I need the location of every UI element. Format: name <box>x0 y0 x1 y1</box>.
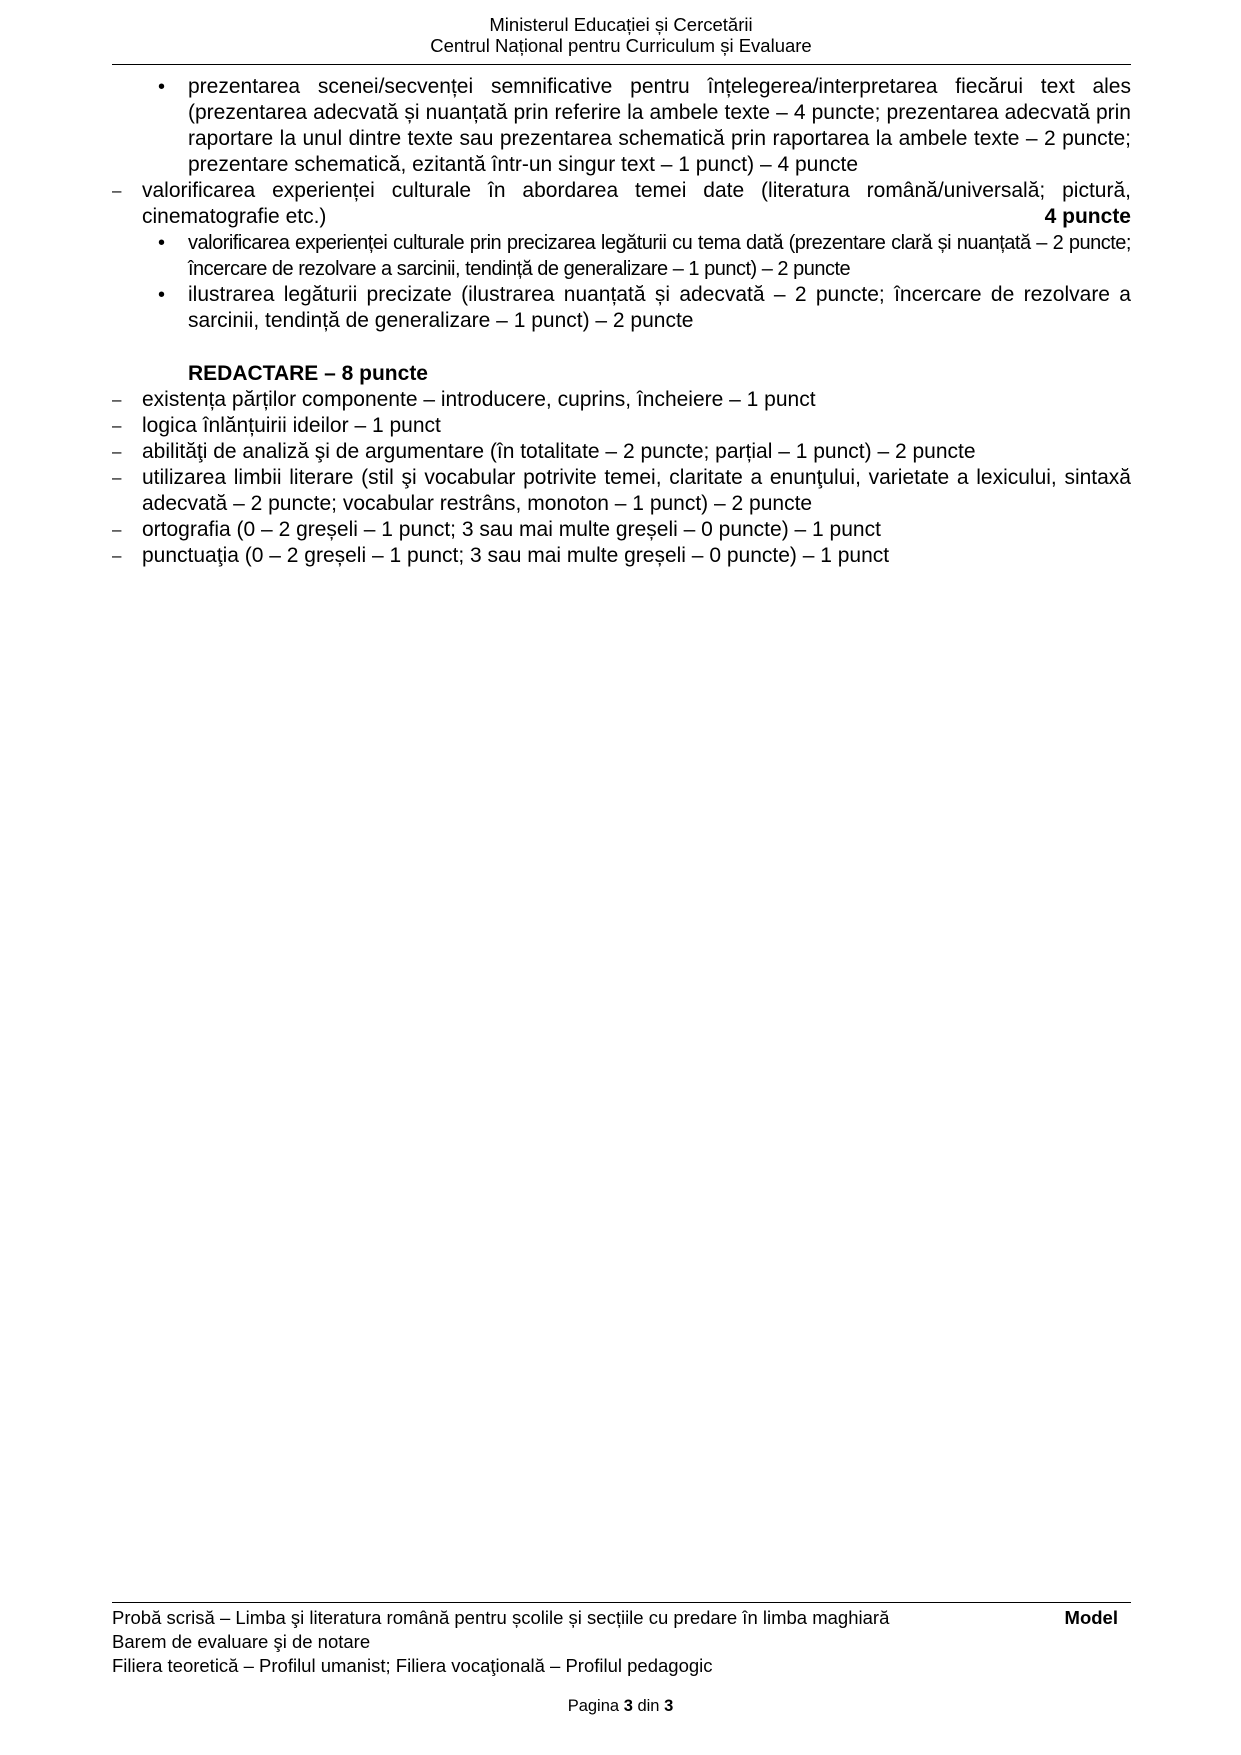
footer-divider <box>112 1602 1131 1603</box>
list-item <box>112 230 1131 282</box>
dash-icon: – <box>112 546 122 565</box>
header-divider <box>112 64 1131 65</box>
dash-row <box>142 178 1131 230</box>
page-total: 3 <box>664 1697 674 1715</box>
list-item <box>112 439 1131 465</box>
bullet-icon: • <box>158 76 166 98</box>
dash-icon: – <box>112 390 122 409</box>
page-prefix: Pagina <box>567 1697 620 1715</box>
list-item <box>112 413 1131 439</box>
footer-model-label: Model <box>1064 1607 1118 1628</box>
section-title-points: – 8 puncte <box>324 362 428 385</box>
dash-text: existența părților componente – introducere, cuprins, încheiere – 1 punct <box>142 388 816 411</box>
list-item <box>112 543 1131 569</box>
bullet-icon: • <box>158 284 166 306</box>
bullet-text: valorificarea experienței culturale prin precizarea legăturii cu tema dată (prezentare clară și nuanțată – 2 puncte; încercare de rezolvare a sarcinii, tendință de generalizare – 1 punct) – 2 puncte <box>188 232 1131 280</box>
dash-text: abilităţi de analiză şi de argumentare (în totalitate – 2 puncte; parțial – 1 punct) – 2 puncte <box>142 440 976 463</box>
document-body <box>112 74 1131 569</box>
page-number <box>0 1697 1241 1716</box>
dash-text: valorificarea experienței culturale în abordarea temei date (literatura română/universală; pictură, cinematografie etc.) <box>142 179 1131 228</box>
section-title-label: REDACTARE <box>188 362 319 385</box>
bullet-text: ilustrarea legăturii precizate (ilustrarea nuanțată și adecvată – 2 puncte; încercare de rezolvare a sarcinii, tendință de generalizare – 1 punct) – 2 puncte <box>188 283 1131 332</box>
list-item <box>112 178 1131 230</box>
dash-icon: – <box>112 468 122 487</box>
list-item <box>112 465 1131 517</box>
footer-barem: Barem de evaluare şi de notare <box>112 1631 371 1652</box>
dash-text: logica înlănțuirii ideilor – 1 punct <box>142 414 441 437</box>
dash-text: punctuaţia (0 – 2 greșeli – 1 punct; 3 sau mai multe greșeli – 0 puncte) – 1 punct <box>142 544 890 567</box>
dash-icon: – <box>112 520 122 539</box>
dash-icon: – <box>112 416 122 435</box>
page-header <box>112 14 1130 56</box>
dash-icon: – <box>112 442 122 461</box>
bullet-text: prezentarea scenei/secvenței semnificative pentru înțelegerea/interpretarea fiecărui text ales (prezentarea adecvată și nuanțată prin referire la ambele texte – 4 puncte; prezentarea adecvată prin raportare la unul dintre texte sau prezentarea schematică prin raportarea la ambele texte – 2 puncte; prezentare schematică, ezitantă într-un singur text – 1 punct) – 4 puncte <box>188 75 1131 176</box>
bullet-icon: • <box>158 232 165 254</box>
page-middle: din <box>637 1697 660 1715</box>
dash-text: ortografia (0 – 2 greșeli – 1 punct; 3 sau mai multe greșeli – 0 puncte) – 1 punct <box>142 518 881 541</box>
list-item <box>112 74 1131 178</box>
points-label: 4 puncte <box>1044 205 1131 228</box>
list-item <box>112 517 1131 543</box>
section-title <box>112 361 1131 387</box>
list-item <box>112 282 1131 334</box>
footer-profile: Filiera teoretică – Profilul umanist; Filiera vocaţională – Profilul pedagogic <box>112 1655 713 1676</box>
dash-text: utilizarea limbii literare (stil şi vocabular potrivite temei, claritate a enunţului, varietate a lexicului, sintaxă adecvată – 2 puncte; vocabular restrâns, monoton – 1 punct) – 2 puncte <box>142 466 1131 515</box>
footer-row <box>112 1606 1131 1630</box>
footer-exam-title: Probă scrisă – Limba şi literatura română pentru școlile și secțiile cu predare în limba maghiară <box>112 1607 890 1628</box>
list-item <box>112 387 1131 413</box>
header-ministry: Ministerul Educației și Cercetării <box>489 14 753 35</box>
page-footer <box>112 1606 1131 1678</box>
header-center: Centrul Național pentru Curriculum și Evaluare <box>430 35 812 56</box>
page-current: 3 <box>623 1697 633 1715</box>
dash-icon: – <box>112 181 122 200</box>
